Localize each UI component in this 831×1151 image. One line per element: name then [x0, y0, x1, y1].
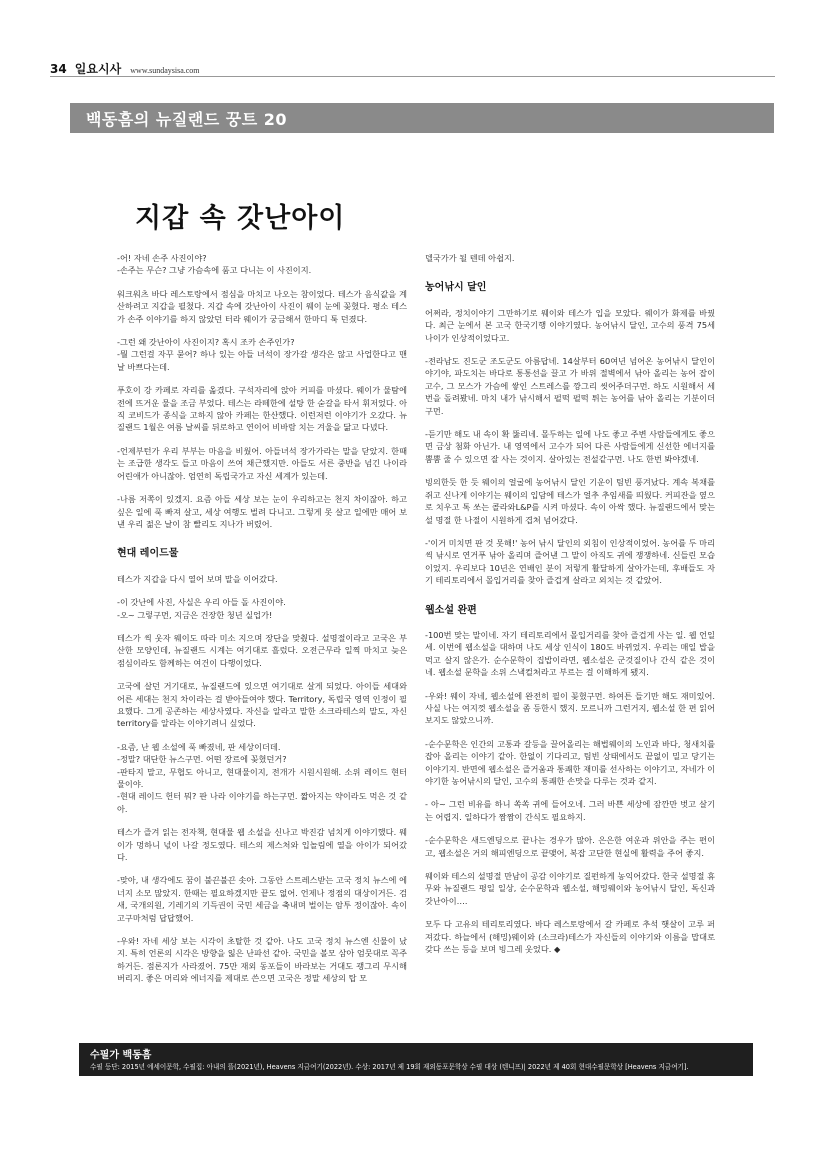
dialog-line: -손주는 무슨? 그냥 가슴속에 품고 다니는 이 사진이지. [117, 265, 312, 276]
body-paragraph: 델국가가 될 텐데 아쉽지. [425, 253, 515, 263]
body-paragraph: 모두 다 고유의 테리토리였다. 바다 레스토랑에서 갈 카페로 추석 햇살이 고루 퍼져갔다. 하늘에서 (해밍)웨이와 (소크라)테스가 자신들의 이야기와 이름을 맙대로 갖다 쓰는 등을 보며 빙그레 웃었다. ◆ [425, 919, 715, 955]
series-title: 백동흠의 뉴질랜드 꿍트 20 [86, 110, 288, 129]
body-paragraph: -순수문학은 인간의 고통과 갈등을 끌어올리는 해법웨이의 노인과 바다, 청새치를 잡아 올리는 이야기 같아. 한없이 기다리고, 팀빈 상태에서도 끝없이 밀고 당기는 이야기지. 반면에 웹소설은 즐거움과 통쾌한 재미를 선사하는 이야기고, 자네가 이야기한 농어낚시의 달인, 고수의 통쾌한 손맛을 다루는 것과 같지. [425, 738, 715, 786]
article-title: 지갑 속 갓난아이 [135, 203, 346, 234]
body-paragraph: -언제부턴가 우리 부부는 마음을 비웠어. 아들녀석 장가가라는 말을 닫았지. 한때는 조급한 생각도 들고 마음이 쓰여 채근했지만. 아들도 서른 중반을 넘긴 나이라 어린애가 아니잖아. 엄연히 독립국가고 자신 세계가 있는데. [117, 445, 407, 481]
body-paragraph: -순수문학은 새드엔딩으로 끝나는 경우가 많아. 은은한 여운과 위안을 주는 편이고, 웹소설은 거의 해피엔딩으로 끝맺어, 복잡 고단한 현실에 활력을 주어 좋지. [425, 835, 715, 858]
page-header [50, 58, 775, 74]
author-bio: 수필 등단: 2015년 에세이문학, 수필집: 아내의 뜰(2021년), Heavens 지금여기(2022년). 수상: 2017년 제 19회 재외동포문학상 수필 대상 (텐니프)| 2022년 제 40회 현대수필문학상 [Heavens 지금여기]. [90, 1063, 689, 1071]
dialog-line: -현대 레이드 헌터 뭐? 판 나라 이야기를 하는구먼. 짧아지는 약이라도 먹은 것 같아. [117, 791, 407, 814]
publication-name: 일요시사 [74, 62, 122, 76]
body-paragraph: - 아~ 그런 비유를 하니 쏙쏙 귀에 들어오네. 그러 바쁜 세상에 잠깐만 벗고 살기는 어렵지. 일하다가 짬짬이 간식도 필요하지. [425, 799, 715, 822]
author-footer [79, 1043, 753, 1076]
body-paragraph: -우와! 웨이 자네, 웹소설에 완전히 필이 꽂혔구먼. 하여튼 들기만 해도 재미있어. 사실 나는 여지껏 웹소설을 좀 등한시 했지. 모르니까 그런거지, 웹소설 한 편 읽어보지도 않았으니까. [425, 690, 715, 726]
section-heading: 현대 레이드물 [117, 548, 179, 560]
body-paragraph: 푸호이 강 카페로 자리를 옮겼다. 구석자리에 앉아 커피를 마셨다. 웨이가 물탐에 전에 뜨거운 물을 조금 부었다. 테스는 라떼한에 설탕 한 숟갈을 타서 휘저었다. 아직 코비드가 종식을 고하지 않아 카페는 한산했다. 이런저런 이야기가 오갔다. 뉴질랜드 1월은 여름 날씨를 뒤로하고 연이어 비바람 치는 겨울을 닮고 다녔다. [117, 385, 407, 433]
body-paragraph: 어쩌라, 정치이야기 그만하기로 웨이와 테스가 입을 모았다. 웨이가 화제를 바꿨다. 최근 눈에서 본 고국 한국기행 이야기였다. 농어낚시 달인, 고수의 풍격 75세 나이가 인상적이었다고. [425, 307, 715, 343]
body-paragraph: 테스가 지갑을 다시 열어 보며 말을 이어갔다. [117, 573, 278, 584]
dialog-line: -뭘 그런걸 자꾸 묻어? 하나 있는 아들 녀석이 장가갈 생각은 않고 사업한다고 맨날 바쁘다는데. [117, 349, 407, 372]
dialog-paragraph [117, 741, 407, 815]
section-heading: 웹소설 완편 [425, 604, 477, 616]
body-paragraph: -나름 저쪽이 있겠지. 요즘 아들 세상 보는 눈이 우리하고는 천지 차이잖아. 하고 싶은 일에 푹 빠져 살고, 세상 여행도 벌려 다니고. 그렇게 못 살고 일에만 매어 보낸 우리 젊은 날이 참 빨리도 지나가 버렸어. [117, 494, 407, 529]
section-heading: 농어낚시 달인 [425, 282, 487, 294]
dialog-line: -그런 왜 갓난아이 사진이지? 혹시 조카 손주인가? [117, 337, 295, 348]
page-number: 34 [50, 62, 67, 76]
dialog-line: -오~ 그렇구먼, 지금은 건장한 청년 실업가! [117, 609, 273, 620]
body-paragraph: 빙의한듯 한 듯 웨이의 얼굴에 농어낚시 달인 기운이 팀빈 풍겨났다. 계속 복채를 쥐고 신나게 이야기는 웨이의 입담에 테스가 얼추 추임새를 띄웠다. 커피잔을 옆으로 치우고 톡 쏘는 콜라와L&P를 시켜 마셨다. 속이 아싹 했다. 뉴질랜드에서 맞는 설 명절 한 나절이 시원하게 겹쳐 넘어갔다. [425, 477, 715, 525]
body-paragraph: -'이거 미치면 판 것 못해!' 농어 낚시 달인의 외침이 인상적이었어. 농어를 두 마리씩 낚시로 연거푸 낚아 올리며 즐어낸 그 말이 아직도 귀에 쟁쟁하네. 신들린 모습이었지. 우리보다 10년은 연배인 분이 저렇게 활달하게 살아가는데, 후배들도 자기 테리토리에서 몰입거리를 찾아 즐겁게 살라고 외치는 것 같았어. [425, 537, 715, 586]
body-paragraph: 테스가 씩 웃자 웨이도 따라 미소 지으며 장단을 맞췄다. 설명절이라고 고국은 부산한 모양인데, 뉴질랜드 시계는 여기대로 흘렀다. 오전근무라 일찍 마치고 늦은 점심이라도 함께하는 여건이 다행이었다. [117, 632, 407, 668]
body-paragraph: -100번 맞는 말이네. 자기 테리토리에서 몰입거리를 찾아 즐겁게 사는 일. 웹 언일세. 이번에 웹소설을 대하며 나도 세상 인식이 180도 바뀌었지. 우리는 매일 밥을 먹고 살지 않은가. 순수문학이 집밥이라면, 웹소설은 군것질이나 간식 같은 것이네. 웹소설 문학을 소위 스낵컬쳐라고 부르는 걸 이해하게 됐지. [425, 629, 715, 678]
body-paragraph: -듣기만 해도 내 속이 확 뚫리네. 몰두하는 일에 나도 좋고 주변 사람들에게도 좋으면 금상 첨화 아닌가. 내 영역에서 고수가 되어 다른 사람들에게 신선한 에너지를 뿜뿜 줄 수 있으면 잘 사는 것이지. 살아있는 전설같구먼. 나도 한번 봐야겠네. [425, 429, 715, 464]
body-paragraph: 워크워츠 바다 레스토랑에서 점심을 마치고 나오는 참이었다. 테스가 음식값을 계산하려고 지갑을 펼쳤다. 지갑 속에 갓난아이 사진이 웨이 눈에 꽂혔다. 평소 테스가 손주 이야기를 하지 않았던 터라 웨이가 궁금해서 한마디 툭 던졌다. [117, 288, 407, 324]
body-paragraph: 테스가 즐겨 읽는 전자책, 현대물 웹 소설을 신나고 박진감 넘치게 이야기했다. 웨이가 멍하니 넋이 나갈 정도였다. 테스의 제스처와 입놀림에 열을 아이가 되어갔다. [117, 827, 407, 863]
header-divider [50, 76, 775, 77]
body-paragraph: -맞아, 내 생각에도 꿈이 불끈불끈 솟아. 그동안 스트레스받는 고국 정치 뉴스에 에너지 소모 많았지. 한때는 필요하겠지만 끝도 없어. 언제나 정점의 대상이거든. 검새, 국개의원, 기레기의 기득권이 국민 세금을 축내며 벌이는 암투 정이잖아. 속이 고구마처럼 답답했어. [117, 875, 407, 923]
dialog-paragraph [117, 252, 407, 277]
body-paragraph: -우와! 자네 세상 보는 시각이 초탈한 것 같아. 나도 고국 정치 뉴스엔 신물이 났지. 특히 언론의 시각은 방향을 잃은 난파선 같아. 국민을 볼모 삼아 엄뭇대로 꼭주하거든. 점론지가 사라졌어. 75만 재외 동포들이 바라보는 거대도 괭그리 무시해버리지. 좋은 머리와 에너지를 제대로 쓴으면 고국은 정말 세상의 탑 모 [117, 936, 407, 984]
series-banner [70, 103, 774, 133]
left-column [117, 252, 407, 996]
body-paragraph: 웨이와 테스의 설명절 만남이 공감 이야기로 질펀하게 농익어갔다. 한국 설명절 휴무와 뉴질랜드 평일 일상, 순수문학과 웹소설, 해밍웨이와 농어낚시 달인, 독신과 갓난아이…. [425, 871, 715, 906]
body-paragraph: 고국에 살던 거기대로, 뉴질랜드에 있으면 여기대로 살게 되었다. 아이들 세대와 어른 세대는 천지 차이라는 걸 받아들여야 했다. Territory, 독립국 영역 인정이 필요했다. 그게 공존하는 세상사였다. 자신을 알라고 말한 소크라테스의 말도, 자신 territory를 알라는 이야기려니 싶었다. [117, 681, 407, 729]
dialog-paragraph [117, 336, 407, 373]
dialog-line: -이 갓난에 사진, 사실은 우리 아들 돌 사진이야. [117, 597, 286, 608]
dialog-line: -어! 자네 손주 사진이야? [117, 253, 207, 263]
publication-url: www.sundaysisa.com [130, 66, 200, 75]
right-column [425, 252, 715, 966]
dialog-line: -정말? 대단한 뉴스구먼. 어떤 장르에 꽂혔던거? [117, 754, 287, 765]
author-name: 수필가 백동흠 [90, 1050, 152, 1061]
body-paragraph: -전라남도 진도군 조도군도 아름답네. 14살부터 60여년 넘어온 농어낚시 달인이야기야, 파도치는 바다로 통통선을 끌고 가 바위 절벽에서 낚아 올리는 농어 잡이 고수, 그 모스가 가슴에 쌓인 스트레스를 깡그리 씻어주더구먼. 하도 시원해서 세 번을 돌려봤네. 마치 내가 낚시해서 펄떡 펄떡 튀는 농어를 낚아 올리는 기분이더구먼. [425, 356, 715, 416]
dialog-line: -판타지 말고, 무협도 아니고, 현대물이지, 전개가 시원시원해. 소위 레이드 현터 물이야. [117, 766, 407, 789]
dialog-line: -요즘, 난 웹 소설에 푹 빠졌네, 판 세상이더데. [117, 741, 281, 752]
dialog-paragraph [117, 596, 407, 621]
